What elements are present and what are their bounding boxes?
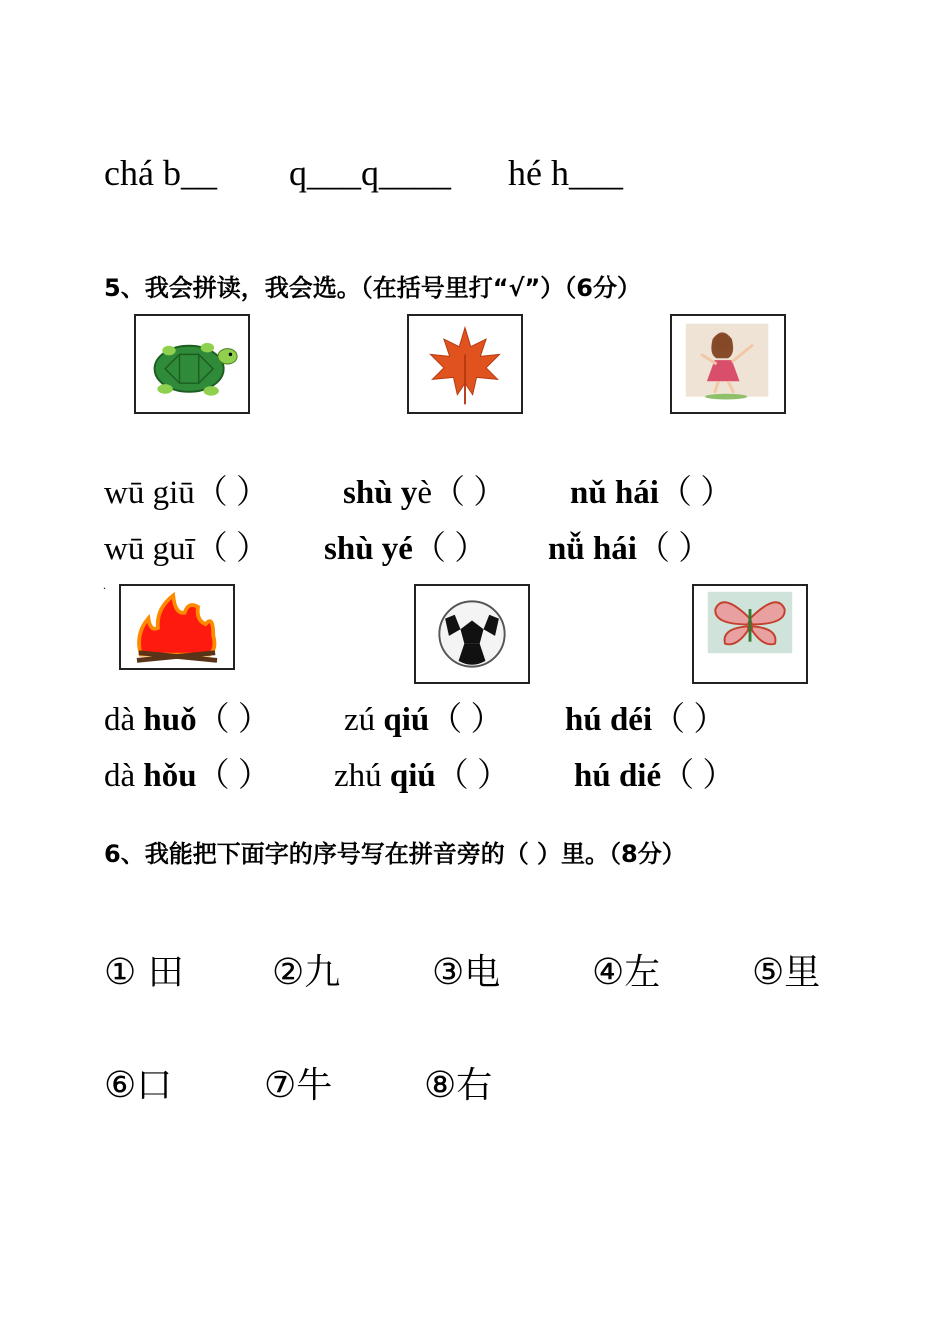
pinyin-text: dà <box>104 702 144 738</box>
character-item: ⑦牛 <box>264 1065 333 1106</box>
character-item: ②九 <box>272 952 341 993</box>
maple-leaf-picture <box>407 314 523 414</box>
character-item: ③电 <box>432 952 501 993</box>
fill-item-3: hé h___ <box>508 153 623 193</box>
pinyin-option <box>104 466 269 513</box>
answer-paren[interactable]: （ ） <box>412 531 488 567</box>
pinyin-text: qiú <box>383 702 430 738</box>
pinyin-option <box>104 522 269 569</box>
answer-paren[interactable]: （ ） <box>435 758 511 794</box>
answer-paren[interactable]: （ ） <box>661 758 736 794</box>
character-item: ⑤里 <box>752 952 821 993</box>
answer-paren[interactable]: （ ） <box>429 702 504 738</box>
pinyin-text: hú déi <box>565 702 653 738</box>
pinyin-text: nǔ hái <box>570 475 659 511</box>
pinyin-text: wū guī <box>104 531 195 567</box>
girl-picture <box>670 314 786 414</box>
pinyin-text: zú <box>344 702 384 738</box>
character-item: ⑥口 <box>104 1065 173 1106</box>
pinyin-option <box>574 749 735 796</box>
answer-paren[interactable]: （ ） <box>652 702 727 738</box>
fire-picture <box>119 584 235 670</box>
pinyin-option <box>548 522 711 569</box>
pinyin-option <box>334 749 510 796</box>
answer-paren[interactable]: （ ） <box>658 475 734 511</box>
pinyin-text: dà <box>104 758 144 794</box>
pinyin-text: shù y <box>343 475 418 511</box>
fill-item-1: chá b__ <box>104 153 217 193</box>
answer-paren[interactable]: （ ） <box>196 702 271 738</box>
answer-paren[interactable]: （ ） <box>194 475 269 511</box>
stray-dot: . <box>103 578 106 592</box>
pinyin-text: zhú <box>334 758 390 794</box>
turtle-icon <box>136 316 248 412</box>
answer-paren[interactable]: （ ） <box>194 531 269 567</box>
pinyin-option <box>324 522 487 569</box>
character-item: ⑧右 <box>424 1065 493 1106</box>
pinyin-option <box>343 466 506 513</box>
pinyin-option <box>104 693 271 740</box>
pinyin-option <box>565 693 726 740</box>
maple-leaf-icon <box>409 316 521 412</box>
pinyin-option <box>570 466 733 513</box>
pinyin-text: nǚ hái <box>548 531 637 567</box>
soccer-ball-icon <box>416 586 528 682</box>
fill-item-2: q___q____ <box>289 153 451 193</box>
pinyin-text: hǒu <box>143 758 197 794</box>
character-item: ① 田 <box>104 952 184 993</box>
pinyin-text: è <box>417 475 432 511</box>
character-item: ④左 <box>592 952 661 993</box>
pinyin-text: huǒ <box>143 702 197 738</box>
pinyin-option <box>344 693 504 740</box>
pinyin-text: hú dié <box>574 758 662 794</box>
pinyin-text: shù yé <box>324 531 413 567</box>
pinyin-option <box>104 749 271 796</box>
answer-paren[interactable]: （ ） <box>196 758 271 794</box>
butterfly-icon <box>694 586 806 682</box>
question-6-heading: 6、我能把下面字的序号写在拼音旁的（ ）里。（8分） <box>104 840 686 868</box>
pinyin-text: qiú <box>389 758 436 794</box>
butterfly-picture <box>692 584 808 684</box>
turtle-picture <box>134 314 250 414</box>
answer-paren[interactable]: （ ） <box>636 531 712 567</box>
pinyin-text: wū giū <box>104 475 195 511</box>
fire-icon <box>121 586 233 668</box>
answer-paren[interactable]: （ ） <box>431 475 507 511</box>
ball-picture <box>414 584 530 684</box>
question-5-heading: 5、我会拼读，我会选。（在括号里打“√”）（6分） <box>104 274 641 302</box>
girl-dancing-icon <box>672 316 784 412</box>
